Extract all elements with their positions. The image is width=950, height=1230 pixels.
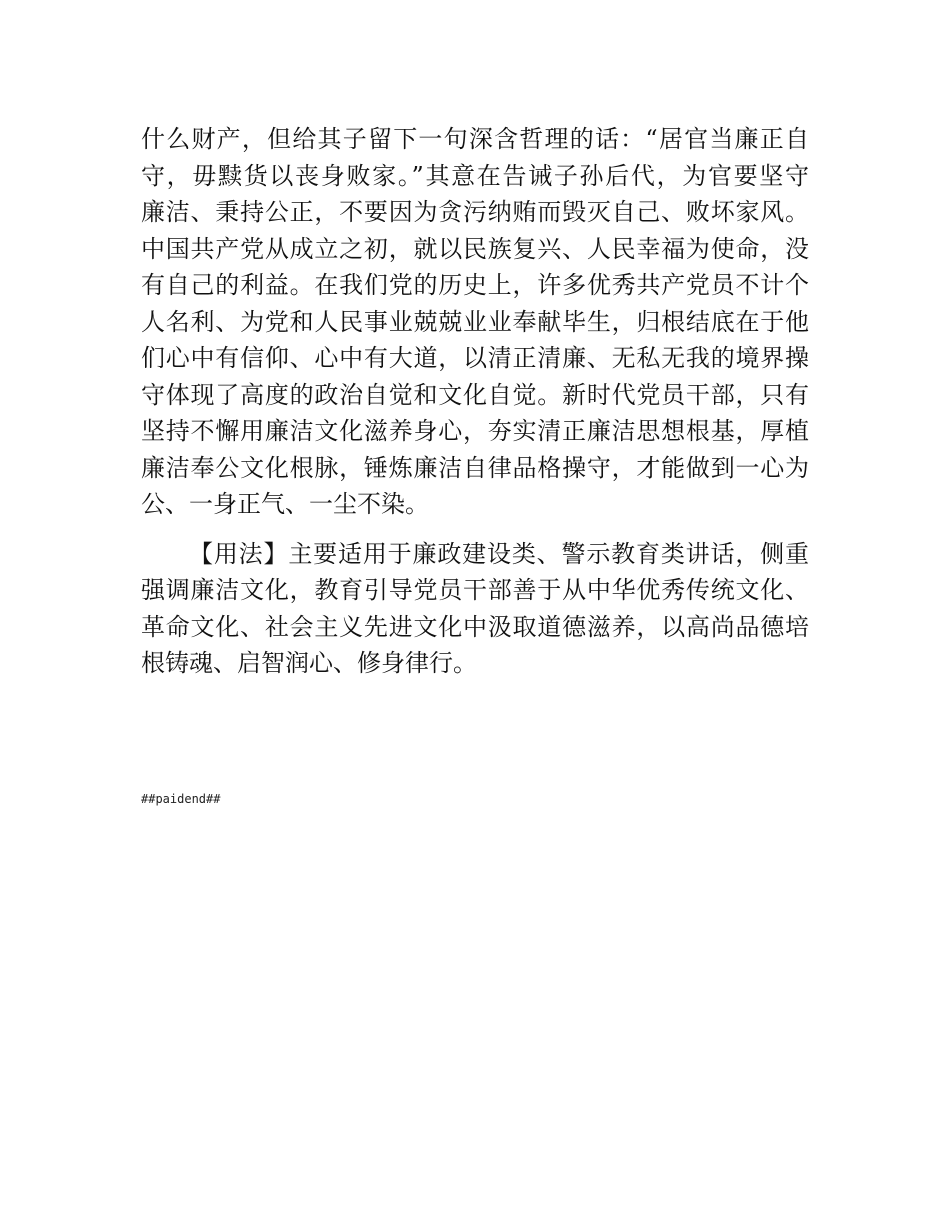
text-line: 守，毋黩货以丧身败家。”其意在告诫子孙后代，为官要坚守 <box>141 161 809 190</box>
body-paragraph-1 <box>141 121 809 523</box>
end-marker: ##paidend## <box>141 792 221 806</box>
text-line: 廉洁奉公文化根脉，锤炼廉洁自律品格操守，才能做到一心为 <box>141 453 809 482</box>
text-line: 有自己的利益。在我们党的历史上，许多优秀共产党员不计个 <box>141 271 809 299</box>
text-line: 守体现了高度的政治自觉和文化自觉。新时代党员干部，只有 <box>141 380 809 409</box>
text-line: 强调廉洁文化，教育引导党员干部善于从中华优秀传统文化、 <box>141 576 809 604</box>
text-line: 根铸魂、启智润心、修身律行。 <box>141 649 477 677</box>
text-line: 什么财产，但给其子留下一句深含哲理的话：“居官当廉正自 <box>141 125 809 153</box>
text-line: 廉洁、秉持公正，不要因为贪污纳贿而毁灭自己、败坏家风。 <box>141 198 809 226</box>
text-line: 【用法】主要适用于廉政建设类、警示教育类讲话，侧重 <box>189 539 809 568</box>
text-line: 中国共产党从成立之初，就以民族复兴、人民幸福为使命，没 <box>141 234 809 263</box>
paragraph-spacer <box>141 523 809 536</box>
text-line: 公、一身正气、一尘不染。 <box>141 490 429 518</box>
text-line: 坚持不懈用廉洁文化滋养身心，夯实清正廉洁思想根基，厚植 <box>141 417 809 445</box>
text-line: 们心中有信仰、心中有大道，以清正清廉、无私无我的境界操 <box>141 344 809 372</box>
text-line: 革命文化、社会主义先进文化中汲取道德滋养，以高尚品德培 <box>141 612 809 641</box>
document-body <box>141 121 809 682</box>
usage-paragraph <box>141 536 809 682</box>
text-line: 人名利、为党和人民事业兢兢业业奉献毕生，归根结底在于他 <box>141 307 809 336</box>
